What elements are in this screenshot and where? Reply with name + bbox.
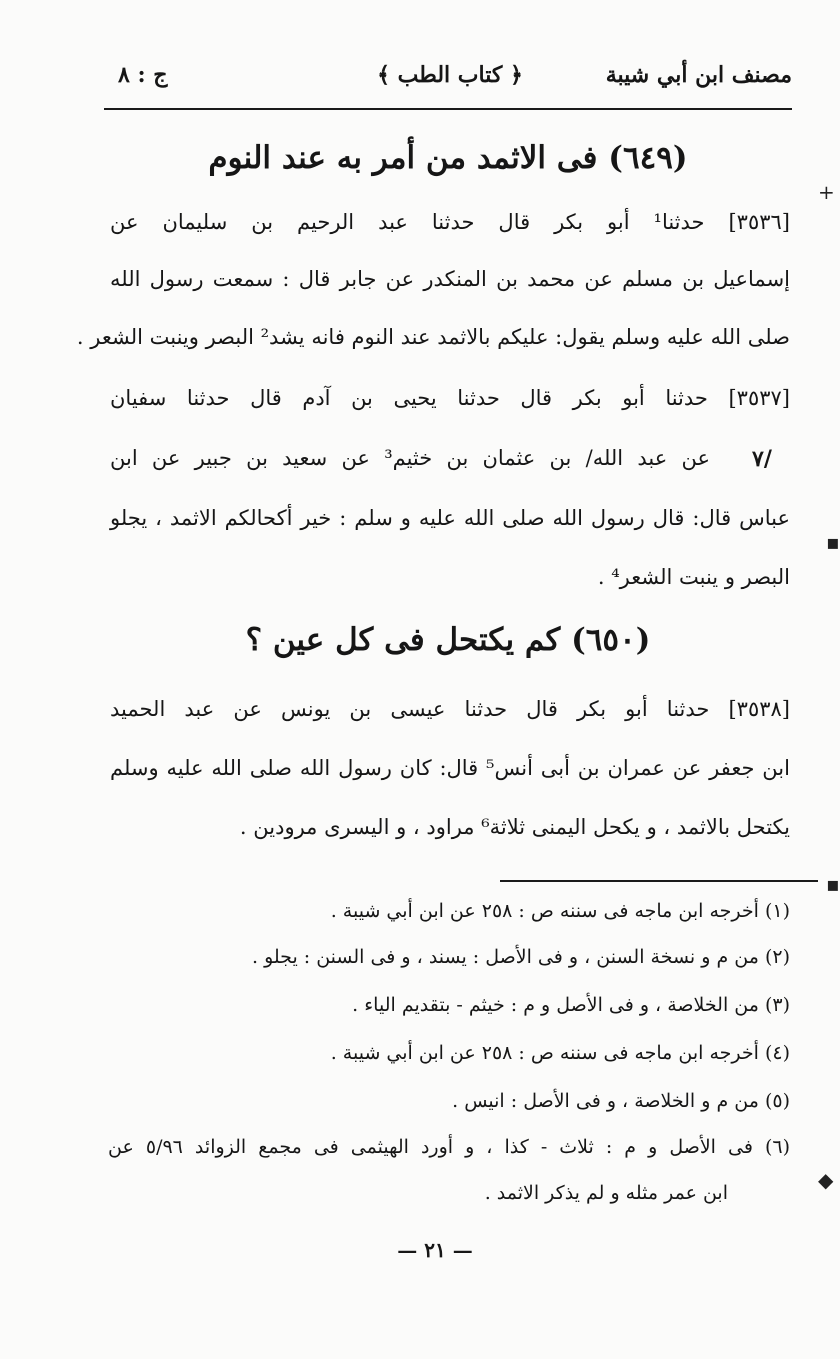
text-line: [٣٥٣٧] حدثنا أبو بكر قال حدثنا يحيى بن آدم قال حدثنا سفيان xyxy=(110,386,790,410)
text-line: عن عبد الله/ بن عثمان بن خثيم³ عن سعيد بن جبير عن ابن xyxy=(110,446,710,470)
footnote: (٤) أخرجه ابن ماجه فى سننه ص : ٢٥٨ عن ابن أبي شيبة . xyxy=(330,1042,790,1064)
footnote-continuation: ابن عمر مثله و لم يذكر الاثمد . xyxy=(484,1182,728,1204)
footnote: (٦) فى الأصل و م : ثلاث - كذا ، و أورد الهيثمى فى مجمع الزوائد ٥/٩٦ عن xyxy=(108,1136,791,1158)
margin-marker: ٧/ xyxy=(752,446,772,472)
text-line: عباس قال: قال رسول الله صلى الله عليه و سلم : خير أكحالكم الاثمد ، يجلو xyxy=(110,506,790,530)
scan-speck: + xyxy=(818,180,835,204)
text-line: إسماعيل بن مسلم عن محمد بن المنكدر عن جابر قال : سمعت رسول الله xyxy=(110,267,790,291)
volume-number: ج : ٨ xyxy=(118,62,168,88)
book-title: مصنف ابن أبي شيبة xyxy=(605,62,792,88)
chapter-title: ﴿ كتاب الطب ﴾ xyxy=(377,62,523,88)
scan-speck: ▪ xyxy=(826,530,840,554)
header-rule xyxy=(104,108,792,110)
text-line: البصر و ينبت الشعر⁴ . xyxy=(597,565,790,589)
text-line: [٣٥٣٦] حدثنا¹ أبو بكر قال حدثنا عبد الرحيم بن سليمان عن xyxy=(110,210,790,234)
footnote: (٢) من م و نسخة السنن ، و فى الأصل : يسند ، و فى السنن : يجلو . xyxy=(252,946,790,968)
section-heading-650: (٦٥٠) كم يكتحل فى كل عين ؟ xyxy=(245,622,651,658)
footnote-rule xyxy=(500,880,818,882)
footnote: (١) أخرجه ابن ماجه فى سننه ص : ٢٥٨ عن ابن أبي شيبة . xyxy=(330,900,790,922)
text-line: ابن جعفر عن عمران بن أبى أنس⁵ قال: كان رسول الله صلى الله عليه وسلم xyxy=(110,756,790,780)
text-line: [٣٥٣٨] حدثنا أبو بكر قال حدثنا عيسى بن يونس عن عبد الحميد xyxy=(110,697,790,721)
text-line: صلى الله عليه وسلم يقول: عليكم بالاثمد عند النوم فانه يشد² البصر وينبت الشعر . xyxy=(76,325,790,349)
page-number: — ٢١ — xyxy=(397,1238,473,1262)
section-heading-649: (٦٤٩) فى الاثمد من أمر به عند النوم xyxy=(208,140,688,176)
text-line: يكتحل بالاثمد ، و يكحل اليمنى ثلاثة⁶ مراود ، و اليسرى مرودين . xyxy=(239,815,790,839)
footnote: (٣) من الخلاصة ، و فى الأصل و م : خيثم - بتقديم الياء . xyxy=(352,994,790,1016)
footnote: (٥) من م و الخلاصة ، و فى الأصل : انيس . xyxy=(452,1090,790,1112)
running-header xyxy=(108,62,792,102)
scan-speck: ▪ xyxy=(826,872,840,896)
scan-speck: ◆ xyxy=(818,1168,834,1192)
